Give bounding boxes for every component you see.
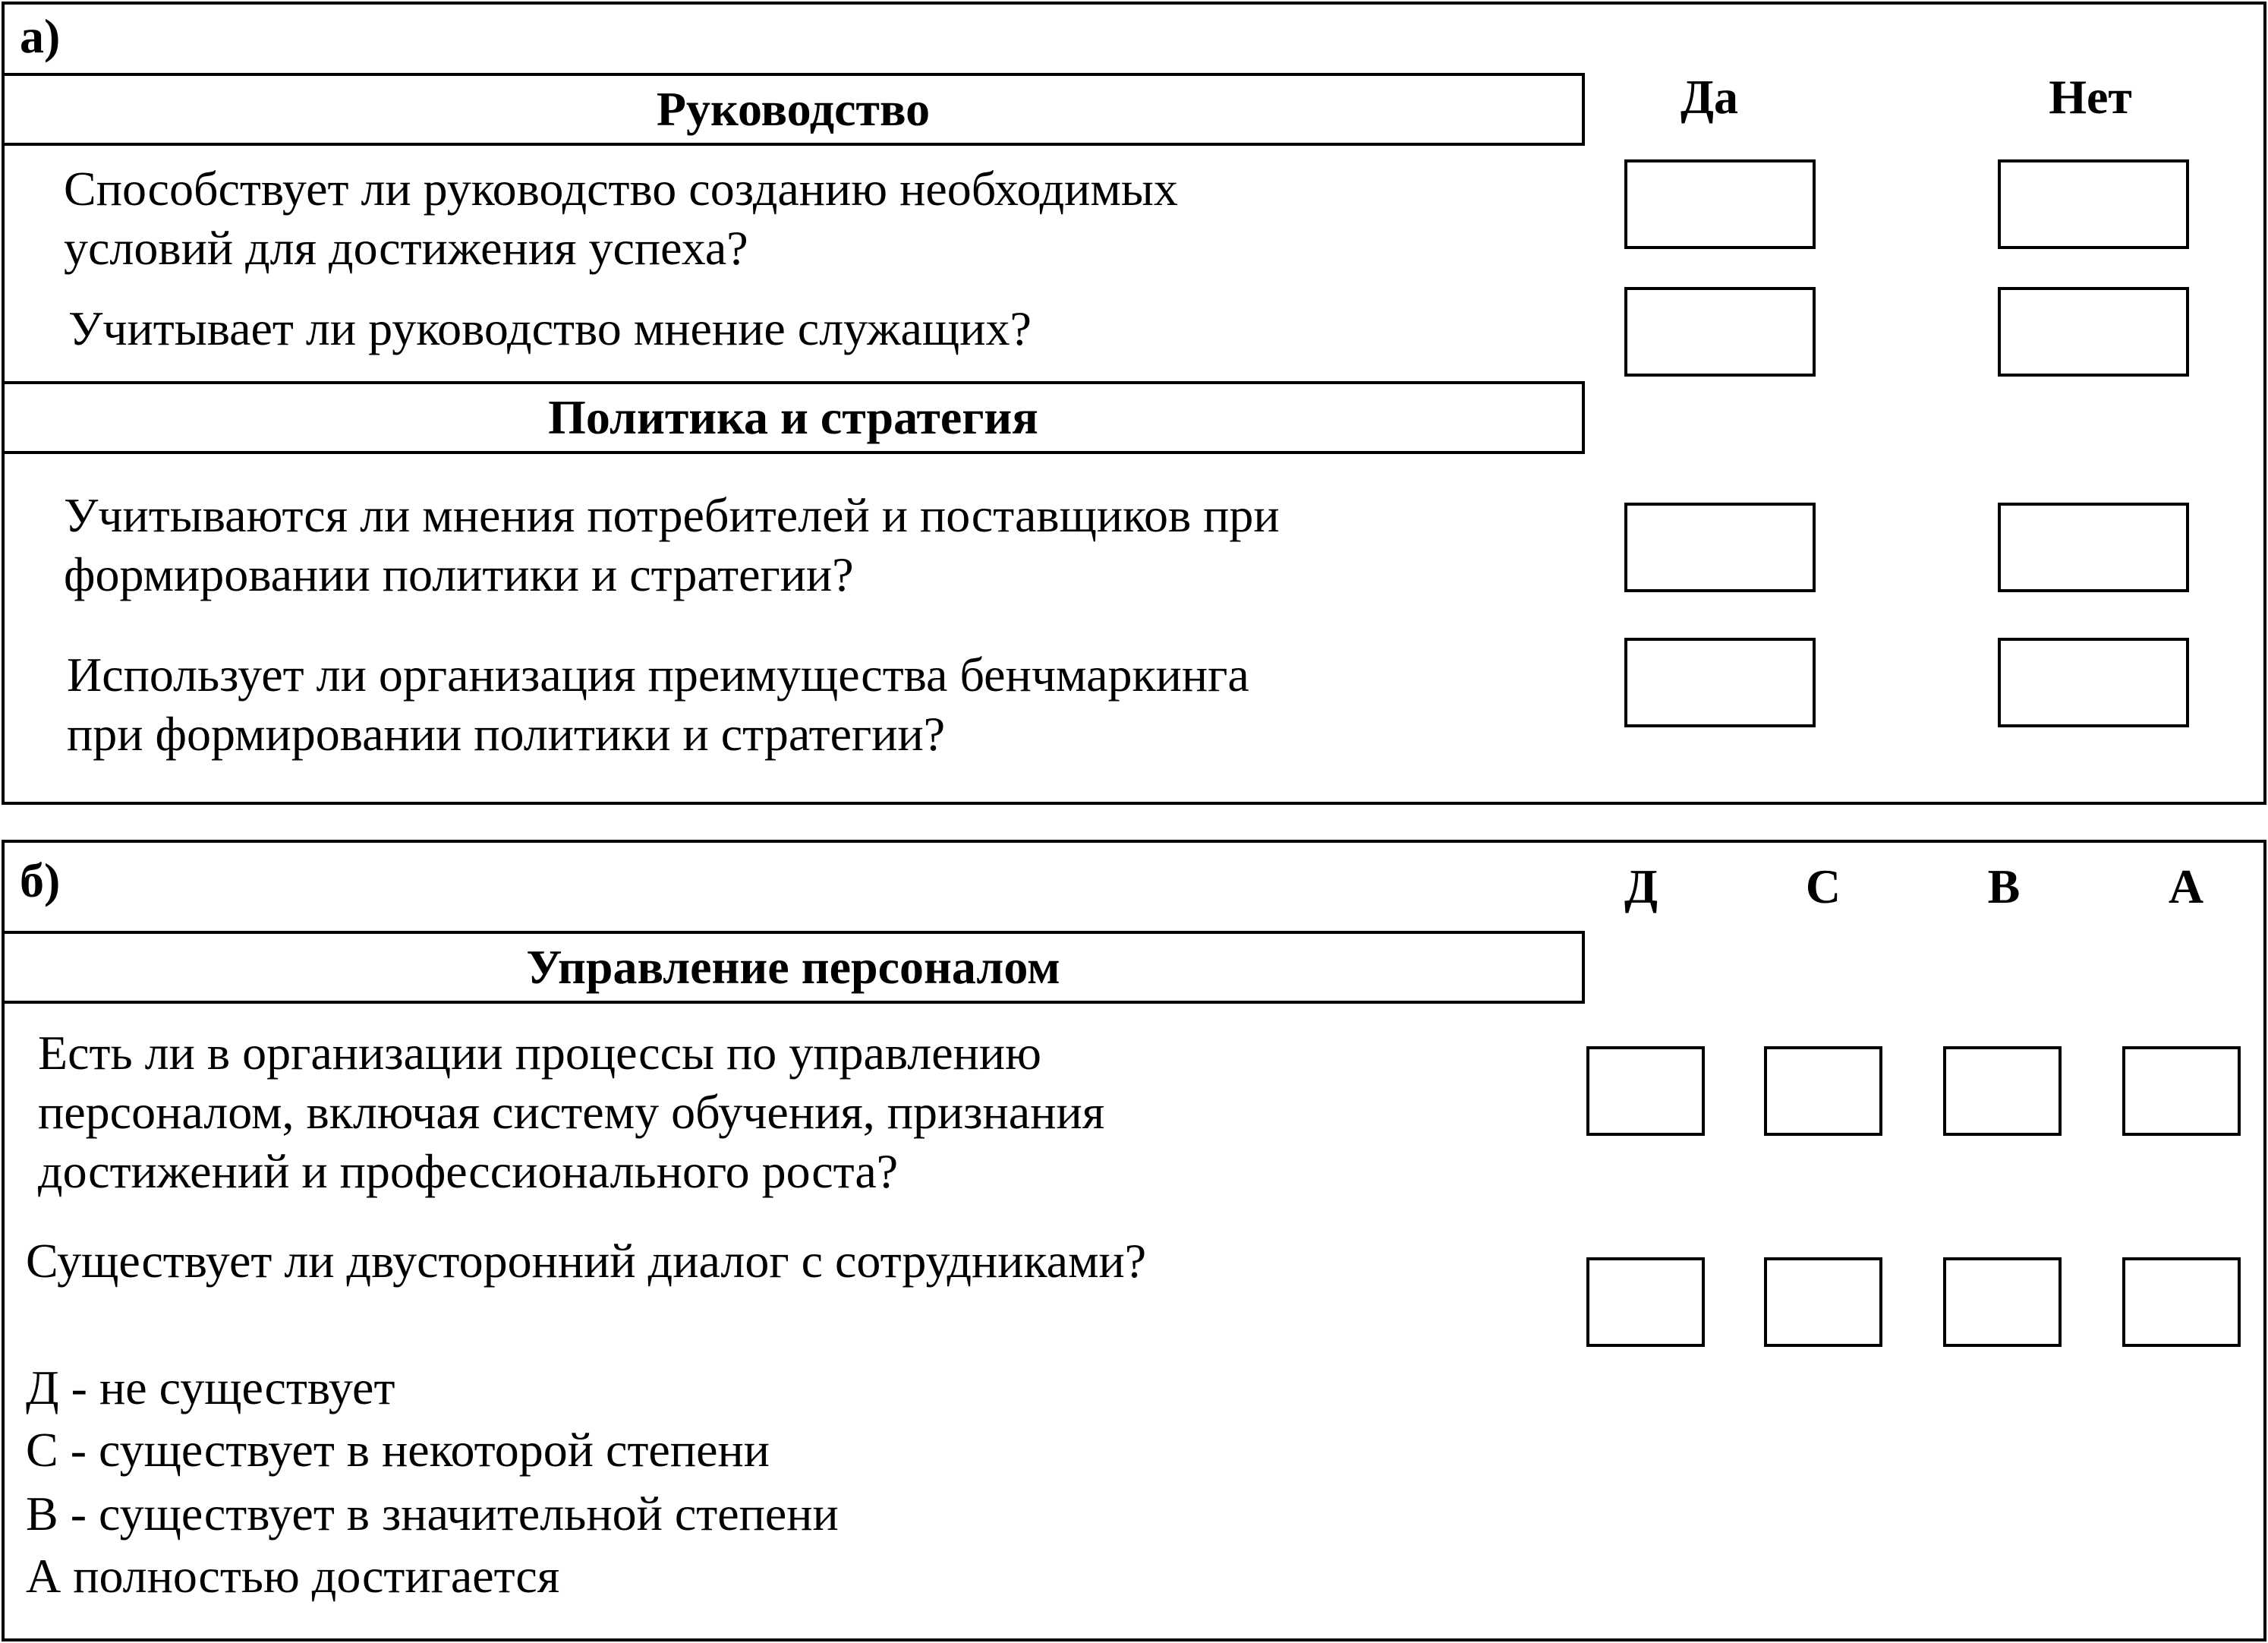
question-b2: Существует ли двусторонний диалог с сотрудниками? (26, 1234, 1147, 1288)
answer-b2-d-checkbox[interactable] (1586, 1257, 1705, 1347)
section-a-header-leadership-title: Руководство (656, 82, 931, 136)
legend-line-c: С - существует в некоторой степени (26, 1423, 770, 1477)
question-a1: Способствует ли руководство созданию необходимых условий для достижения успеха? (64, 162, 1178, 276)
column-head-d: Д (1624, 859, 1658, 913)
column-head-yes: Да (1680, 70, 1739, 124)
question-a3: Учитываются ли мнения потребителей и поставщиков при формировании политики и стратегии? (64, 488, 1280, 602)
section-b-header-personnel (2, 931, 1585, 1004)
question-a4: Использует ли организация преимущества бенчмаркинга при формировании политики и стратегии? (67, 648, 1249, 762)
legend-line-a: А полностью достигается (26, 1549, 560, 1603)
answer-a4-yes-checkbox[interactable] (1624, 638, 1816, 727)
answer-a2-yes-checkbox[interactable] (1624, 287, 1816, 377)
section-a-header-policy-title: Политика и стратегия (548, 390, 1038, 444)
answer-b1-a-checkbox[interactable] (2122, 1046, 2241, 1136)
answer-b1-d-checkbox[interactable] (1586, 1046, 1705, 1136)
answer-b2-a-checkbox[interactable] (2122, 1257, 2241, 1347)
legend-line-b: В - существует в значительной степени (26, 1487, 839, 1541)
column-head-no: Нет (2049, 70, 2132, 124)
answer-b2-b-checkbox[interactable] (1943, 1257, 2062, 1347)
answer-a4-no-checkbox[interactable] (1998, 638, 2189, 727)
legend-line-d: Д - не существует (26, 1361, 395, 1414)
question-a2: Учитывает ли руководство мнение служащих? (68, 301, 1032, 355)
answer-a1-no-checkbox[interactable] (1998, 159, 2189, 249)
section-a-header-leadership (2, 73, 1585, 146)
column-head-a: А (2168, 859, 2204, 913)
column-head-b: В (1987, 859, 2021, 913)
section-b-label: б) (20, 853, 61, 907)
answer-a3-yes-checkbox[interactable] (1624, 503, 1816, 592)
answer-a1-yes-checkbox[interactable] (1624, 159, 1816, 249)
section-a-label: а) (20, 9, 61, 63)
section-b-header-personnel-title: Управление персоналом (526, 940, 1060, 994)
answer-b1-b-checkbox[interactable] (1943, 1046, 2062, 1136)
answer-b2-c-checkbox[interactable] (1764, 1257, 1882, 1347)
answer-a3-no-checkbox[interactable] (1998, 503, 2189, 592)
answer-b1-c-checkbox[interactable] (1764, 1046, 1882, 1136)
question-b1: Есть ли в организации процессы по управлению персоналом, включая систему обучения, признания достижений и профессионального роста? (38, 1026, 1105, 1199)
answer-a2-no-checkbox[interactable] (1998, 287, 2189, 377)
column-head-c: С (1805, 859, 1841, 913)
section-a-header-policy (2, 381, 1585, 454)
